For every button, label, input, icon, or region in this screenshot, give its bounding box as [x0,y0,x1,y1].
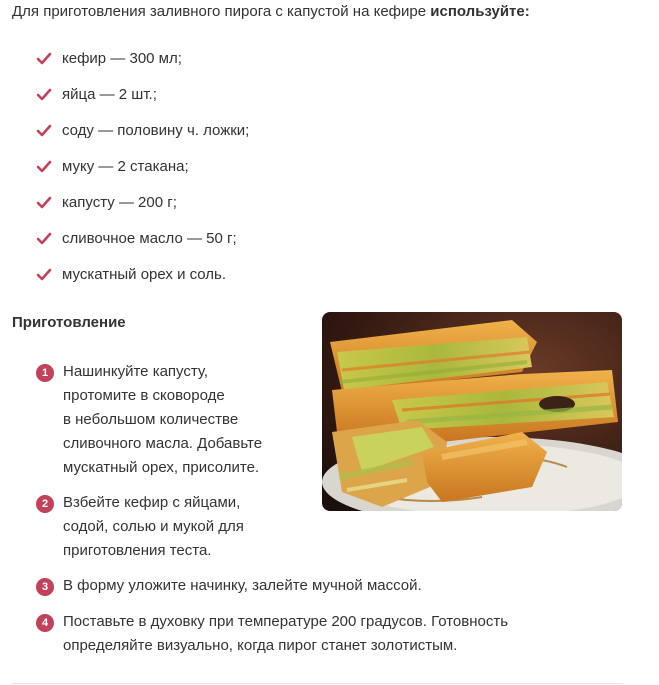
list-item [36,228,249,264]
step-number-badge: 4 [36,614,54,632]
list-item [36,84,249,120]
step-text: Поставьте в духовку при температуре 200 градусов. Готовность определяйте визуально, когда пирог станет золотистым. [63,613,509,654]
preparation-heading: Приготовление [12,314,126,331]
cabbage-pie-photo [322,312,622,511]
pie-illustration [322,312,622,511]
check-icon [36,52,52,66]
divider [12,683,622,684]
ingredient-text: муку — 2 стакана; [62,158,189,175]
check-icon [36,196,52,210]
list-item [36,264,249,300]
ingredient-text: кефир — 300 мл; [62,50,182,67]
step-number-badge: 3 [36,578,54,596]
ingredient-text: капусту — 200 г; [62,194,177,211]
intro-text [12,2,530,22]
step-number-badge: 2 [36,495,54,513]
ingredient-text: сливочное масло — 50 г; [62,230,237,247]
check-icon [36,232,52,246]
intro-bold: используйте: [430,3,530,20]
list-item [36,120,249,156]
step-number-badge: 1 [36,364,54,382]
intro-plain: Для приготовления заливного пирога с капустой на кефире [12,3,431,20]
list-item [36,156,249,192]
list-item [36,48,249,84]
step-text: Нашинкуйте капусту, протомите в сковороде в небольшом количестве сливочного масла. Добавьте мускатный орех, присолите. [63,363,263,476]
list-item [36,192,249,228]
step-text: Взбейте кефир с яйцами, содой, солью и мукой для приготовления теста. [63,494,244,559]
check-icon [36,124,52,138]
check-icon [36,268,52,282]
ingredient-text: яйца — 2 шт.; [62,86,157,103]
ingredient-list [36,48,249,300]
ingredient-text: мускатный орех и соль. [62,266,227,283]
check-icon [36,160,52,174]
check-icon [36,88,52,102]
step-text: В форму уложите начинку, залейте мучной массой. [63,577,422,594]
ingredient-text: соду — половину ч. ложки; [62,122,250,139]
